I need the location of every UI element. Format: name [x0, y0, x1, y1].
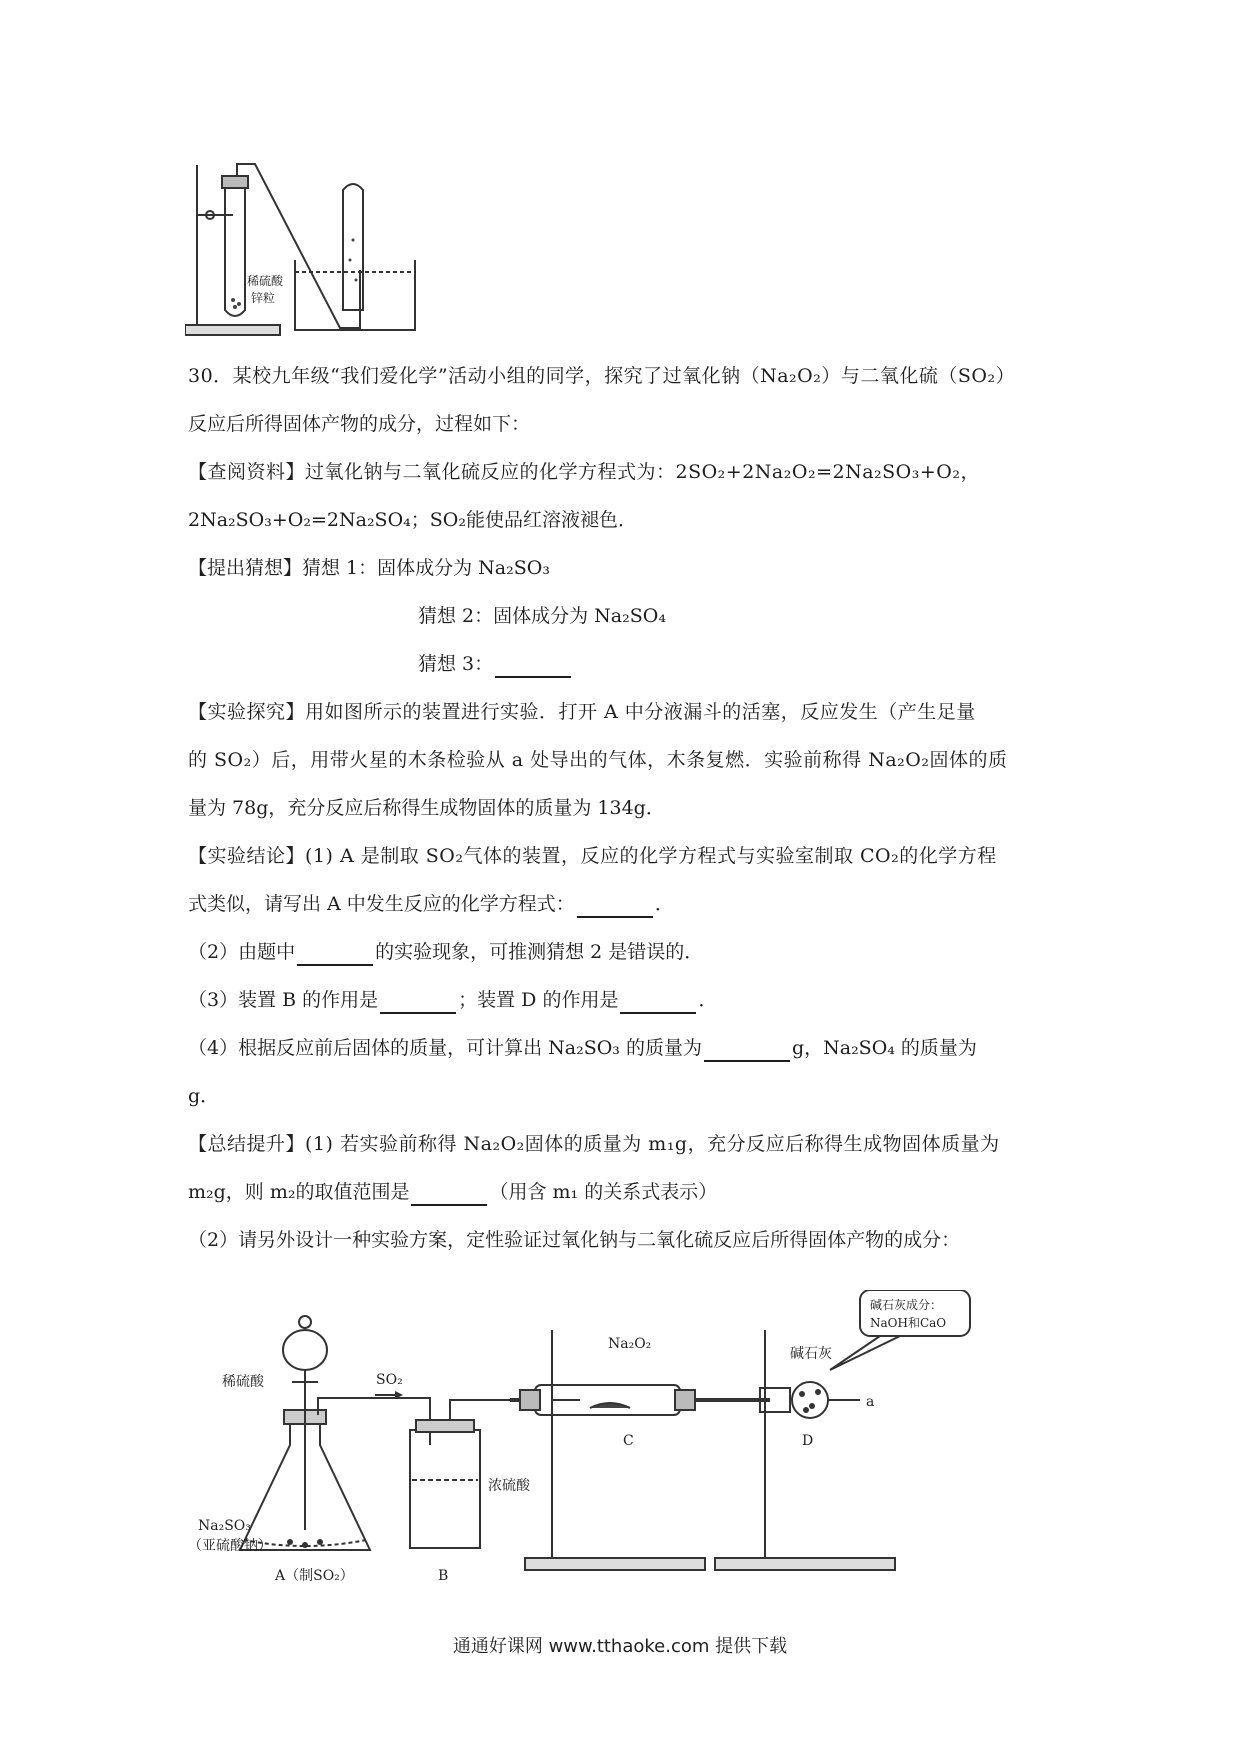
reference-line-2: 2Na₂SO₃+O₂=2Na₂SO₄；SO₂能使品红溶液褪色．	[188, 509, 637, 531]
intro-line-2: 反应后所得固体产物的成分，过程如下：	[188, 413, 531, 435]
callout-line-2: NaOH和CaO	[870, 1316, 947, 1330]
page-footer: 通通好课网 www.tthaoke.com 提供下载	[452, 1636, 788, 1657]
soda-lime-label: 碱石灰	[790, 1346, 832, 1362]
hypothesis-1: 【提出猜想】猜想 1：固体成分为 Na₂SO₃	[188, 557, 550, 579]
drying-tube-d	[792, 1382, 828, 1418]
intro-line-1: 30．某校九年级“我们爱化学”活动小组的同学，探究了过氧化钠（Na₂O₂）与二氧化硫（SO₂）	[188, 365, 1016, 387]
hypothesis-3-label: 猜想 3：	[418, 653, 494, 675]
answer-blank-q3-b[interactable]	[380, 988, 456, 1014]
label-b: B	[438, 1568, 449, 1584]
conclusion-text: 式类似，请写出 A 中发生反应的化学方程式：	[188, 893, 575, 915]
dilute-acid-label: 稀硫酸	[247, 274, 284, 288]
so2-arrow-label: SO₂	[376, 1372, 403, 1388]
summary-text-a: m₂g，则 m₂的取值范围是	[188, 1181, 410, 1203]
answer-blank-q3-d[interactable]	[620, 988, 696, 1014]
summary-line-1: 【总结提升】(1) 若实验前称得 Na₂O₂固体的质量为 m₁g，充分反应后称得生成物固体质量为	[188, 1133, 1000, 1155]
q4-text-a: （4）根据反应前后固体的质量，可计算出 Na₂SO₃ 的质量为	[188, 1037, 702, 1059]
hypothesis-2: 猜想 2：固体成分为 Na₂SO₄	[418, 605, 666, 627]
conclusion-line-1: 【实验结论】(1) A 是制取 SO₂气体的装置，反应的化学方程式与实验室制取 CO₂的化学方程	[188, 845, 997, 867]
dilute-acid-label: 稀硫酸	[222, 1374, 264, 1390]
q2-text-a: （2）由题中	[188, 941, 296, 963]
wash-bottle-b	[410, 1430, 480, 1548]
callout-line-1: 碱石灰成分：	[870, 1298, 943, 1312]
answer-blank-q4[interactable]	[704, 1036, 790, 1062]
na2so3-label: Na₂SO₃	[198, 1518, 251, 1534]
zinc-label: 锌粒	[251, 291, 276, 305]
answer-blank-range[interactable]	[411, 1180, 487, 1206]
summary-line-2	[188, 1168, 1066, 1216]
question-3	[188, 976, 1066, 1024]
na2so3-note: （亚硫酸钠）	[188, 1538, 272, 1554]
hypothesis-3	[188, 640, 1066, 688]
question-4-tail: g．	[188, 1085, 220, 1107]
label-d: D	[802, 1433, 814, 1449]
experiment-line-2: 的 SO₂）后，用带火星的木条检验从 a 处导出的气体，木条复燃．实验前称得 Na₂O₂固体的质	[188, 749, 1008, 771]
experiment-apparatus-diagram	[180, 1290, 1080, 1590]
answer-blank-equation[interactable]	[577, 892, 653, 918]
label-c: C	[623, 1433, 634, 1449]
question-2	[188, 928, 1066, 976]
na2o2-label: Na₂O₂	[608, 1336, 652, 1352]
summary-line-3: （2）请另外设计一种实验方案，定性验证过氧化钠与二氧化硫反应后所得固体产物的成分：	[188, 1229, 961, 1251]
q3-text-a: （3）装置 B 的作用是	[188, 989, 379, 1011]
answer-blank-q2[interactable]	[297, 940, 373, 966]
separating-funnel	[283, 1330, 327, 1370]
reference-line-1: 【查阅资料】过氧化钠与二氧化硫反应的化学方程式为：2SO₂+2Na₂O₂=2Na₂SO₃+O₂，	[188, 461, 980, 483]
question-4	[188, 1024, 1066, 1072]
experiment-line-1: 【实验探究】用如图所示的装置进行实验．打开 A 中分液漏斗的活塞，反应发生（产生足量	[188, 701, 976, 723]
q3-text-b: ；装置 D 的作用是	[458, 989, 619, 1011]
summary-text-b: （用含 m₁ 的关系式表示）	[489, 1181, 718, 1203]
conclusion-line-2	[188, 880, 1066, 928]
period: ．	[654, 893, 674, 915]
q4-text-b: g，Na₂SO₄ 的质量为	[791, 1037, 977, 1059]
answer-blank-hyp3[interactable]	[495, 652, 571, 678]
experiment-line-3: 量为 78g，充分反应后称得生成物固体的质量为 134g．	[188, 797, 665, 819]
q3-text-c: ．	[698, 989, 718, 1011]
q2-text-b: 的实验现象，可推测猜想 2 是错误的．	[375, 941, 704, 963]
question-body	[188, 352, 1066, 1264]
conc-acid-label: 浓硫酸	[488, 1478, 530, 1494]
label-a: A（制SO₂）	[275, 1568, 354, 1584]
outlet-a-label: a	[866, 1394, 875, 1410]
gas-collection-apparatus-figure	[185, 160, 605, 340]
